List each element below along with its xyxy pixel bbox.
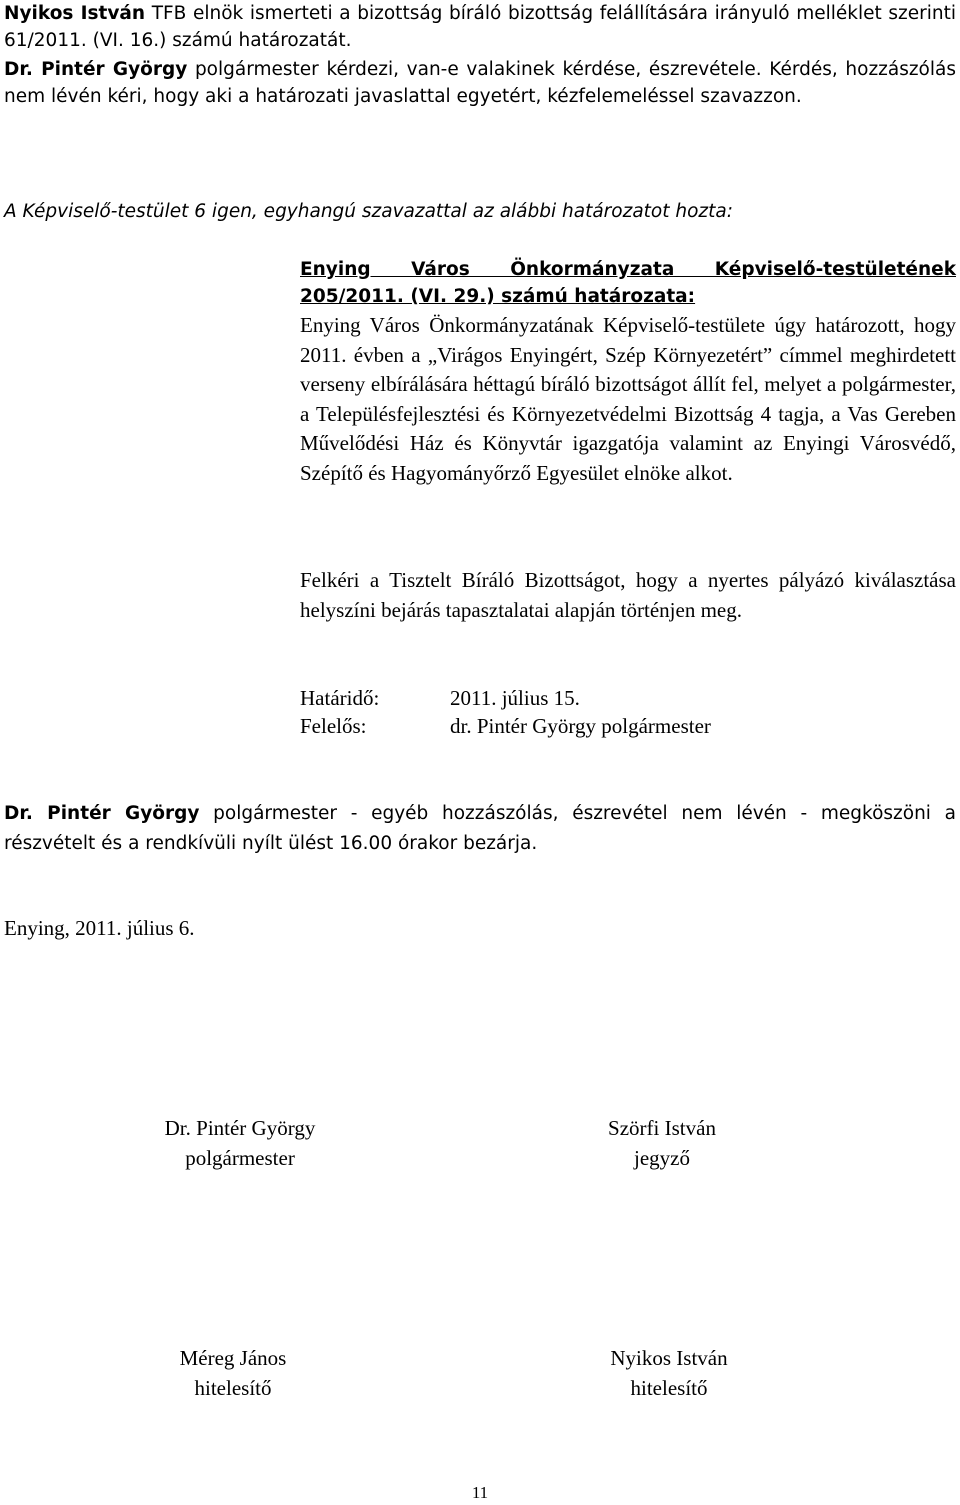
- speaker-name: Dr. Pintér György: [4, 59, 188, 80]
- vote-line: A Képviselő-testület 6 igen, egyhangú szavazattal az alábbi határozatot hozta:: [4, 201, 733, 222]
- resolution-title: [300, 256, 956, 310]
- paragraph-text: polgármester - egyéb hozzászólás, észrevétel nem lévén - megköszöni a részvételt és a rendkívüli nyílt ülést 16.00 órakor bezárja.: [4, 803, 956, 854]
- signature-name: Nyikos István: [610, 1346, 728, 1370]
- resolution-request: Felkéri a Tisztelt Bíráló Bizottságot, hogy a nyertes pályázó kiválasztása helyszíni bejárás tapasztalatai alapján történjen meg.: [300, 568, 956, 622]
- signature-notary: [542, 1113, 782, 1173]
- signature-mayor: [120, 1113, 360, 1173]
- speaker-name: Dr. Pintér György: [4, 803, 200, 824]
- paragraph-text: polgármester kérdezi, van-e valakinek kérdése, észrevétele. Kérdés, hozzászólás nem lévén kéri, hogy aki a határozati javaslattal egyetért, kézfelemeléssel szavazzon.: [4, 59, 956, 107]
- signature-role: jegyző: [634, 1146, 690, 1170]
- deadline-label: Határidő:: [300, 686, 380, 710]
- responsible-value: dr. Pintér György polgármester: [450, 714, 711, 738]
- paragraph-text: TFB elnök ismerteti a bizottság bíráló bizottság felállítására irányuló melléklet szerinti 61/2011. (VI. 16.) számú határozatát.: [4, 3, 956, 51]
- signature-role: hitelesítő: [630, 1376, 708, 1400]
- page-number: 11: [471, 1483, 489, 1502]
- signature-role: hitelesítő: [194, 1376, 272, 1400]
- signature-verifier-1: [113, 1343, 353, 1403]
- deadline-value: 2011. július 15.: [450, 686, 580, 710]
- signature-name: Dr. Pintér György: [164, 1116, 316, 1140]
- signature-name: Méreg János: [179, 1346, 287, 1370]
- place-date: Enying, 2011. július 6.: [4, 916, 195, 940]
- responsible-row: [300, 712, 711, 741]
- paragraph-closing: [4, 798, 956, 858]
- signature-verifier-2: [549, 1343, 789, 1403]
- paragraph-question: [4, 56, 956, 110]
- signature-name: Szörfi István: [608, 1116, 716, 1140]
- resolution-title-text: Enying Város Önkormányzata Képviselő-testületének 205/2011. (VI. 29.) számú határozata:: [300, 259, 956, 307]
- deadline-row: [300, 684, 580, 713]
- paragraph-intro: [4, 0, 956, 54]
- speaker-name: Nyikos István: [4, 3, 146, 24]
- responsible-label: Felelős:: [300, 714, 367, 738]
- resolution-body: Enying Város Önkormányzatának Képviselő-testülete úgy határozott, hogy 2011. évben a „Virágos Enyingért, Szép Környezetért” címmel meghirdetett verseny elbírálására héttagú bíráló bizottságot állít fel, melyet a polgármester, a Településfejlesztési és Környezetvédelmi Bizottság 4 tagja, a Vas Gereben Művelődési Ház és Könyvtár igazgatója valamint az Enyingi Városvédő, Szépítő és Hagyományőrző Egyesület elnöke alkot.: [300, 313, 956, 485]
- signature-role: polgármester: [185, 1146, 295, 1170]
